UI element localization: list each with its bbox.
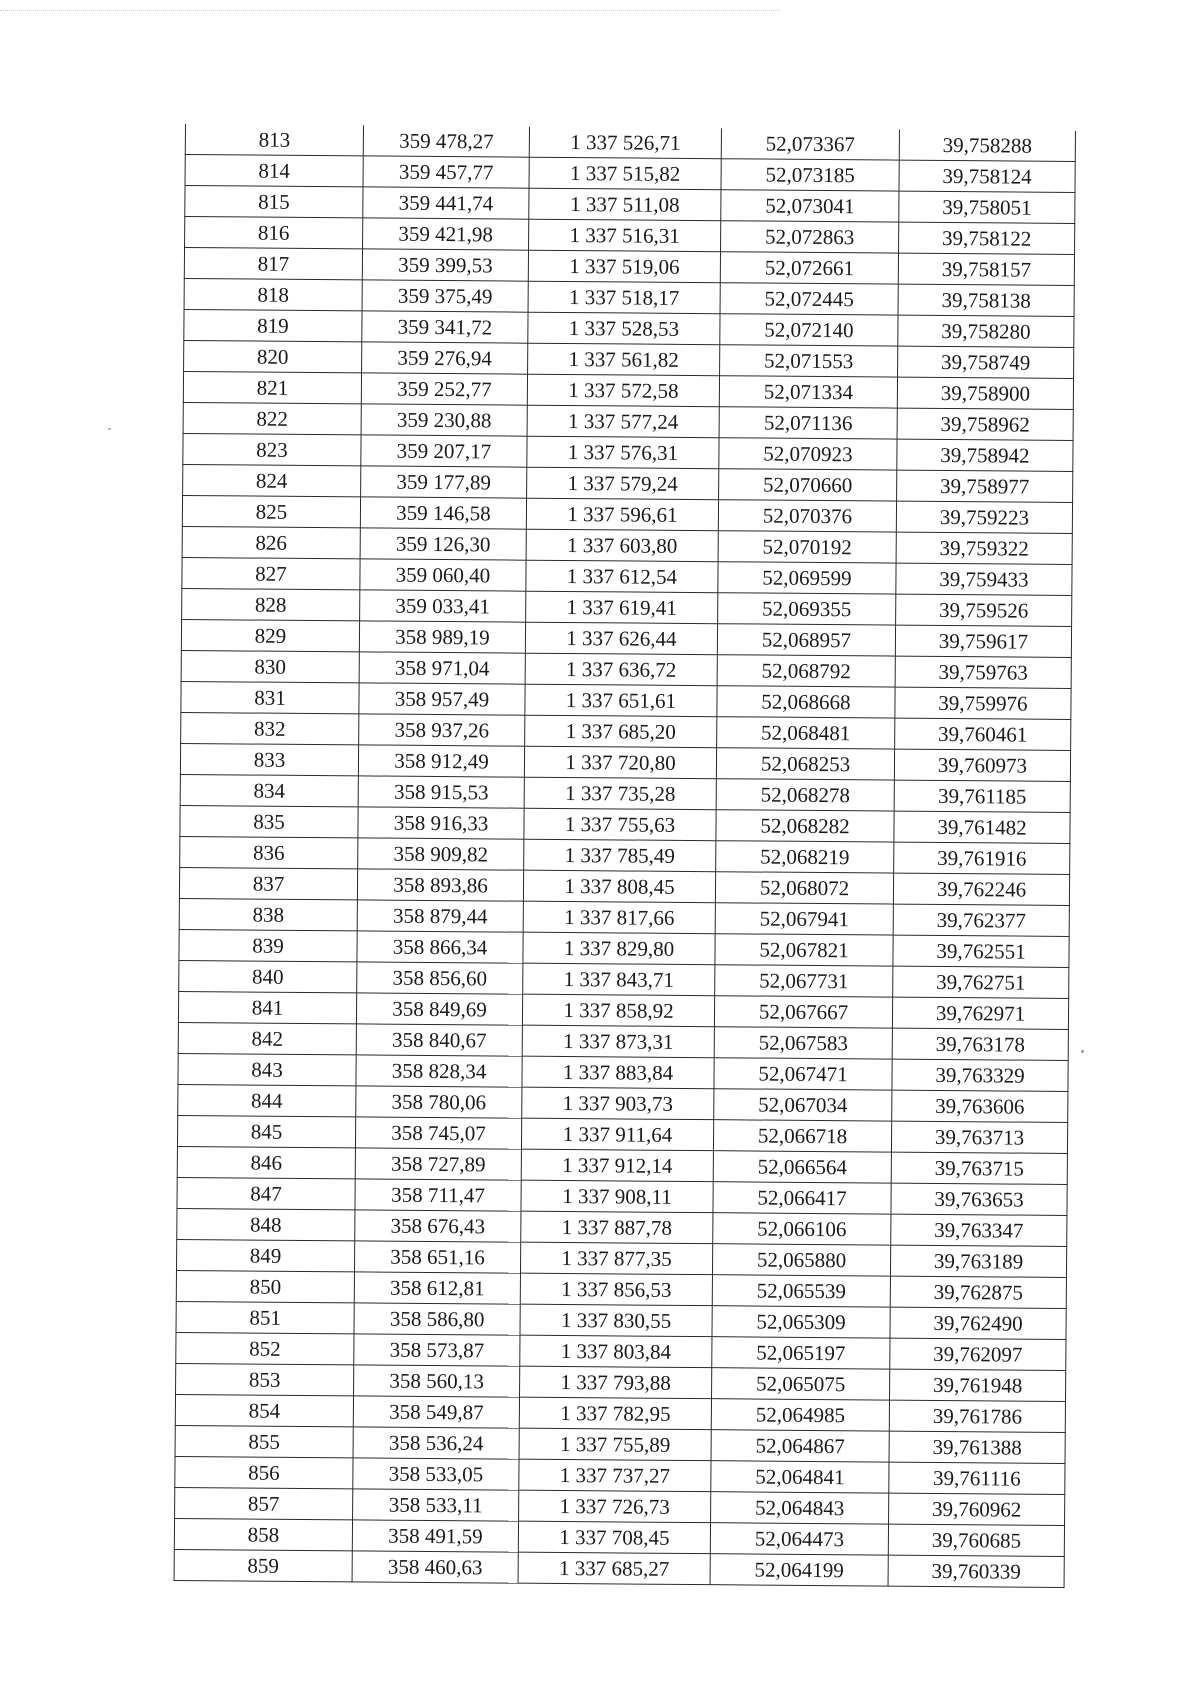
point-number-cell: 829 <box>181 619 359 651</box>
x-coordinate-cell: 358 866,34 <box>357 931 523 963</box>
point-number-cell: 851 <box>176 1301 354 1333</box>
latitude-cell: 52,064843 <box>711 1492 889 1524</box>
point-number-cell: 818 <box>184 278 362 310</box>
y-coordinate-cell: 1 337 576,31 <box>527 436 719 469</box>
x-coordinate-cell: 359 276,94 <box>362 342 528 374</box>
longitude-cell: 39,761388 <box>889 1431 1065 1463</box>
point-number-cell: 830 <box>181 650 359 682</box>
point-number-cell: 845 <box>177 1115 355 1147</box>
longitude-cell: 39,758280 <box>898 315 1074 347</box>
latitude-cell: 52,067667 <box>714 996 892 1028</box>
y-coordinate-cell: 1 337 843,71 <box>523 963 715 996</box>
point-number-cell: 837 <box>179 867 357 899</box>
latitude-cell: 52,067583 <box>714 1027 892 1059</box>
y-coordinate-cell: 1 337 830,55 <box>520 1304 712 1337</box>
y-coordinate-cell: 1 337 829,80 <box>523 932 715 965</box>
y-coordinate-cell: 1 337 636,72 <box>525 653 717 686</box>
point-number-cell: 819 <box>184 309 362 341</box>
latitude-cell: 52,068792 <box>717 655 895 687</box>
latitude-cell: 52,068072 <box>715 872 893 904</box>
longitude-cell: 39,763347 <box>891 1214 1067 1246</box>
longitude-cell: 39,761786 <box>889 1400 1065 1432</box>
latitude-cell: 52,072661 <box>720 252 898 284</box>
latitude-cell: 52,073041 <box>721 190 899 222</box>
x-coordinate-cell: 358 780,06 <box>356 1086 522 1118</box>
latitude-cell: 52,065309 <box>712 1306 890 1338</box>
x-coordinate-cell: 358 909,82 <box>358 838 524 870</box>
longitude-cell: 39,758138 <box>898 284 1074 316</box>
y-coordinate-cell: 1 337 793,88 <box>520 1366 712 1399</box>
x-coordinate-cell: 358 727,89 <box>355 1148 521 1180</box>
point-number-cell: 856 <box>175 1456 353 1488</box>
point-number-cell: 841 <box>178 991 356 1023</box>
x-coordinate-cell: 358 676,43 <box>355 1210 521 1242</box>
x-coordinate-cell: 358 840,67 <box>356 1024 522 1056</box>
x-coordinate-cell: 359 126,30 <box>360 528 526 560</box>
x-coordinate-cell: 359 033,41 <box>360 590 526 622</box>
longitude-cell: 39,761185 <box>894 780 1070 812</box>
longitude-cell: 39,759223 <box>896 501 1072 533</box>
latitude-cell: 52,064473 <box>710 1523 888 1555</box>
y-coordinate-cell: 1 337 685,20 <box>525 715 717 748</box>
y-coordinate-cell: 1 337 516,31 <box>529 219 721 252</box>
x-coordinate-cell: 358 612,81 <box>354 1272 520 1304</box>
point-number-cell: 822 <box>183 402 361 434</box>
longitude-cell: 39,762246 <box>893 873 1069 905</box>
point-number-cell: 836 <box>180 836 358 868</box>
x-coordinate-cell: 358 957,49 <box>359 683 525 715</box>
coordinates-table-body <box>174 124 1075 1587</box>
latitude-cell: 52,068957 <box>717 624 895 656</box>
x-coordinate-cell: 358 711,47 <box>355 1179 521 1211</box>
y-coordinate-cell: 1 337 912,14 <box>521 1149 713 1182</box>
longitude-cell: 39,758288 <box>899 130 1075 162</box>
longitude-cell: 39,761948 <box>889 1369 1065 1401</box>
y-coordinate-cell: 1 337 720,80 <box>524 746 716 779</box>
point-number-cell: 828 <box>182 588 360 620</box>
point-number-cell: 820 <box>184 340 362 372</box>
latitude-cell: 52,067034 <box>714 1089 892 1121</box>
table-row <box>174 1549 1064 1587</box>
point-number-cell: 849 <box>176 1239 354 1271</box>
point-number-cell: 817 <box>184 248 362 280</box>
latitude-cell: 52,067731 <box>715 965 893 997</box>
y-coordinate-cell: 1 337 856,53 <box>520 1273 712 1306</box>
y-coordinate-cell: 1 337 579,24 <box>527 467 719 500</box>
longitude-cell: 39,758157 <box>898 253 1074 285</box>
y-coordinate-cell: 1 337 735,28 <box>524 777 716 810</box>
point-number-cell: 835 <box>180 805 358 837</box>
y-coordinate-cell: 1 337 726,73 <box>519 1490 711 1523</box>
y-coordinate-cell: 1 337 626,44 <box>525 622 717 655</box>
latitude-cell: 52,064841 <box>711 1461 889 1493</box>
latitude-cell: 52,066417 <box>713 1182 891 1214</box>
y-coordinate-cell: 1 337 903,73 <box>522 1087 714 1120</box>
y-coordinate-cell: 1 337 873,31 <box>522 1025 714 1058</box>
x-coordinate-cell: 358 916,33 <box>358 807 524 839</box>
latitude-cell: 52,064867 <box>711 1430 889 1462</box>
y-coordinate-cell: 1 337 883,84 <box>522 1056 714 1089</box>
latitude-cell: 52,068253 <box>716 748 894 780</box>
longitude-cell: 39,762490 <box>890 1307 1066 1339</box>
latitude-cell: 52,070192 <box>718 531 896 563</box>
x-coordinate-cell: 358 533,05 <box>353 1458 519 1490</box>
latitude-cell: 52,066564 <box>713 1151 891 1183</box>
point-number-cell: 847 <box>177 1177 355 1209</box>
longitude-cell: 39,762377 <box>893 904 1069 936</box>
longitude-cell: 39,759322 <box>896 532 1072 564</box>
point-number-cell: 853 <box>176 1363 354 1395</box>
longitude-cell: 39,759526 <box>896 594 1072 626</box>
longitude-cell: 39,760339 <box>888 1555 1064 1587</box>
point-number-cell: 824 <box>183 464 361 496</box>
latitude-cell: 52,072140 <box>720 314 898 346</box>
y-coordinate-cell: 1 337 877,35 <box>520 1242 712 1275</box>
x-coordinate-cell: 358 937,26 <box>359 714 525 746</box>
longitude-cell: 39,763713 <box>891 1121 1067 1153</box>
longitude-cell: 39,758124 <box>899 160 1075 192</box>
latitude-cell: 52,068219 <box>716 841 894 873</box>
point-number-cell: 852 <box>176 1332 354 1364</box>
latitude-cell: 52,068668 <box>717 686 895 718</box>
longitude-cell: 39,760973 <box>894 749 1070 781</box>
y-coordinate-cell: 1 337 519,06 <box>528 250 720 283</box>
point-number-cell: 832 <box>181 712 359 744</box>
longitude-cell: 39,760685 <box>888 1524 1064 1556</box>
x-coordinate-cell: 359 375,49 <box>362 280 528 312</box>
y-coordinate-cell: 1 337 526,71 <box>529 127 721 159</box>
latitude-cell: 52,070376 <box>718 500 896 532</box>
x-coordinate-cell: 359 457,77 <box>363 156 529 188</box>
latitude-cell: 52,073367 <box>721 128 899 160</box>
latitude-cell: 52,068278 <box>716 779 894 811</box>
y-coordinate-cell: 1 337 803,84 <box>520 1335 712 1368</box>
longitude-cell: 39,759976 <box>895 687 1071 719</box>
latitude-cell: 52,072863 <box>721 221 899 253</box>
latitude-cell: 52,070660 <box>719 469 897 501</box>
point-number-cell: 850 <box>176 1270 354 1302</box>
latitude-cell: 52,070923 <box>719 438 897 470</box>
point-number-cell: 821 <box>183 371 361 403</box>
longitude-cell: 39,758942 <box>897 439 1073 471</box>
x-coordinate-cell: 359 341,72 <box>362 311 528 343</box>
point-number-cell: 859 <box>174 1549 352 1581</box>
y-coordinate-cell: 1 337 782,95 <box>519 1397 711 1430</box>
point-number-cell: 813 <box>185 124 363 156</box>
y-coordinate-cell: 1 337 708,45 <box>518 1521 710 1554</box>
point-number-cell: 814 <box>185 155 363 187</box>
y-coordinate-cell: 1 337 518,17 <box>528 281 720 314</box>
y-coordinate-cell: 1 337 651,61 <box>525 684 717 717</box>
y-coordinate-cell: 1 337 596,61 <box>526 498 718 531</box>
point-number-cell: 842 <box>178 1022 356 1054</box>
latitude-cell: 52,069355 <box>718 593 896 625</box>
point-number-cell: 843 <box>178 1053 356 1085</box>
x-coordinate-cell: 359 252,77 <box>361 373 527 405</box>
point-number-cell: 840 <box>179 960 357 992</box>
longitude-cell: 39,762971 <box>892 997 1068 1029</box>
latitude-cell: 52,065539 <box>712 1275 890 1307</box>
longitude-cell: 39,762875 <box>890 1276 1066 1308</box>
point-number-cell: 838 <box>179 898 357 930</box>
point-number-cell: 839 <box>179 929 357 961</box>
x-coordinate-cell: 359 230,88 <box>361 404 527 436</box>
point-number-cell: 815 <box>185 186 363 218</box>
x-coordinate-cell: 358 849,69 <box>356 993 522 1025</box>
y-coordinate-cell: 1 337 515,82 <box>529 157 721 190</box>
longitude-cell: 39,758051 <box>899 191 1075 223</box>
y-coordinate-cell: 1 337 737,27 <box>519 1459 711 1492</box>
latitude-cell: 52,065197 <box>712 1337 890 1369</box>
x-coordinate-cell: 358 745,07 <box>355 1117 521 1149</box>
latitude-cell: 52,066106 <box>713 1213 891 1245</box>
longitude-cell: 39,762751 <box>893 966 1069 998</box>
x-coordinate-cell: 358 549,87 <box>353 1396 519 1428</box>
x-coordinate-cell: 358 971,04 <box>359 652 525 684</box>
latitude-cell: 52,064199 <box>710 1554 888 1586</box>
point-number-cell: 816 <box>185 217 363 249</box>
y-coordinate-cell: 1 337 528,53 <box>528 312 720 345</box>
longitude-cell: 39,763189 <box>890 1245 1066 1277</box>
y-coordinate-cell: 1 337 685,27 <box>518 1552 710 1585</box>
point-number-cell: 846 <box>177 1146 355 1178</box>
longitude-cell: 39,763715 <box>891 1152 1067 1184</box>
latitude-cell: 52,069599 <box>718 562 896 594</box>
longitude-cell: 39,763329 <box>892 1059 1068 1091</box>
x-coordinate-cell: 358 879,44 <box>357 900 523 932</box>
point-number-cell: 855 <box>175 1425 353 1457</box>
longitude-cell: 39,761916 <box>894 842 1070 874</box>
x-coordinate-cell: 358 573,87 <box>354 1334 520 1366</box>
latitude-cell: 52,072445 <box>720 283 898 315</box>
scan-speck <box>1081 1050 1084 1053</box>
x-coordinate-cell: 359 207,17 <box>361 435 527 467</box>
y-coordinate-cell: 1 337 817,66 <box>523 901 715 934</box>
longitude-cell: 39,758122 <box>899 222 1075 254</box>
latitude-cell: 52,068282 <box>716 810 894 842</box>
x-coordinate-cell: 358 856,60 <box>357 962 523 994</box>
x-coordinate-cell: 358 651,16 <box>354 1241 520 1273</box>
y-coordinate-cell: 1 337 908,11 <box>521 1180 713 1213</box>
longitude-cell: 39,758962 <box>897 408 1073 440</box>
y-coordinate-cell: 1 337 785,49 <box>524 839 716 872</box>
y-coordinate-cell: 1 337 561,82 <box>528 343 720 376</box>
longitude-cell: 39,762097 <box>890 1338 1066 1370</box>
longitude-cell: 39,760461 <box>895 718 1071 750</box>
point-number-cell: 823 <box>183 433 361 465</box>
latitude-cell: 52,073185 <box>721 159 899 191</box>
y-coordinate-cell: 1 337 603,80 <box>526 529 718 562</box>
longitude-cell: 39,758749 <box>898 346 1074 378</box>
point-number-cell: 825 <box>182 495 360 527</box>
x-coordinate-cell: 358 586,80 <box>354 1303 520 1335</box>
longitude-cell: 39,758900 <box>897 377 1073 409</box>
longitude-cell: 39,762551 <box>893 935 1069 967</box>
latitude-cell: 52,065075 <box>712 1368 890 1400</box>
y-coordinate-cell: 1 337 619,41 <box>526 591 718 624</box>
longitude-cell: 39,761116 <box>889 1462 1065 1494</box>
x-coordinate-cell: 358 912,49 <box>358 745 524 777</box>
x-coordinate-cell: 359 146,58 <box>360 497 526 529</box>
point-number-cell: 857 <box>175 1487 353 1519</box>
x-coordinate-cell: 358 915,53 <box>358 776 524 808</box>
point-number-cell: 854 <box>175 1394 353 1426</box>
y-coordinate-cell: 1 337 577,24 <box>527 405 719 438</box>
scan-top-edge-rule <box>0 10 780 11</box>
y-coordinate-cell: 1 337 572,58 <box>527 374 719 407</box>
x-coordinate-cell: 358 560,13 <box>354 1365 520 1397</box>
y-coordinate-cell: 1 337 755,63 <box>524 808 716 841</box>
x-coordinate-cell: 358 893,86 <box>357 869 523 901</box>
point-number-cell: 831 <box>181 681 359 713</box>
longitude-cell: 39,763178 <box>892 1028 1068 1060</box>
y-coordinate-cell: 1 337 887,78 <box>521 1211 713 1244</box>
point-number-cell: 826 <box>182 526 360 558</box>
longitude-cell: 39,759433 <box>896 563 1072 595</box>
y-coordinate-cell: 1 337 858,92 <box>522 994 714 1027</box>
x-coordinate-cell: 358 491,59 <box>352 1520 518 1552</box>
latitude-cell: 52,071136 <box>719 407 897 439</box>
x-coordinate-cell: 359 421,98 <box>363 218 529 250</box>
longitude-cell: 39,763606 <box>892 1090 1068 1122</box>
x-coordinate-cell: 358 989,19 <box>359 621 525 653</box>
latitude-cell: 52,071553 <box>720 345 898 377</box>
coordinates-table <box>174 124 1076 1588</box>
latitude-cell: 52,065880 <box>712 1244 890 1276</box>
longitude-cell: 39,761482 <box>894 811 1070 843</box>
x-coordinate-cell: 359 399,53 <box>362 249 528 281</box>
latitude-cell: 52,067941 <box>715 903 893 935</box>
x-coordinate-cell: 358 828,34 <box>356 1055 522 1087</box>
latitude-cell: 52,066718 <box>713 1120 891 1152</box>
y-coordinate-cell: 1 337 808,45 <box>523 870 715 903</box>
x-coordinate-cell: 359 177,89 <box>361 466 527 498</box>
point-number-cell: 833 <box>180 743 358 775</box>
y-coordinate-cell: 1 337 511,08 <box>529 188 721 221</box>
latitude-cell: 52,067821 <box>715 934 893 966</box>
longitude-cell: 39,763653 <box>891 1183 1067 1215</box>
point-number-cell: 844 <box>178 1084 356 1116</box>
y-coordinate-cell: 1 337 612,54 <box>526 560 718 593</box>
x-coordinate-cell: 359 441,74 <box>363 187 529 219</box>
x-coordinate-cell: 359 478,27 <box>363 125 529 157</box>
point-number-cell: 848 <box>177 1208 355 1240</box>
longitude-cell: 39,759763 <box>895 656 1071 688</box>
x-coordinate-cell: 358 533,11 <box>353 1489 519 1521</box>
x-coordinate-cell: 359 060,40 <box>360 559 526 591</box>
y-coordinate-cell: 1 337 911,64 <box>521 1118 713 1151</box>
point-number-cell: 858 <box>174 1518 352 1550</box>
longitude-cell: 39,759617 <box>895 625 1071 657</box>
scan-speck <box>108 428 111 430</box>
point-number-cell: 827 <box>182 557 360 589</box>
latitude-cell: 52,064985 <box>711 1399 889 1431</box>
longitude-cell: 39,758977 <box>897 470 1073 502</box>
y-coordinate-cell: 1 337 755,89 <box>519 1428 711 1461</box>
latitude-cell: 52,068481 <box>717 717 895 749</box>
point-number-cell: 834 <box>180 774 358 806</box>
latitude-cell: 52,067471 <box>714 1058 892 1090</box>
latitude-cell: 52,071334 <box>719 376 897 408</box>
longitude-cell: 39,760962 <box>889 1493 1065 1525</box>
x-coordinate-cell: 358 460,63 <box>352 1551 518 1583</box>
x-coordinate-cell: 358 536,24 <box>353 1427 519 1459</box>
